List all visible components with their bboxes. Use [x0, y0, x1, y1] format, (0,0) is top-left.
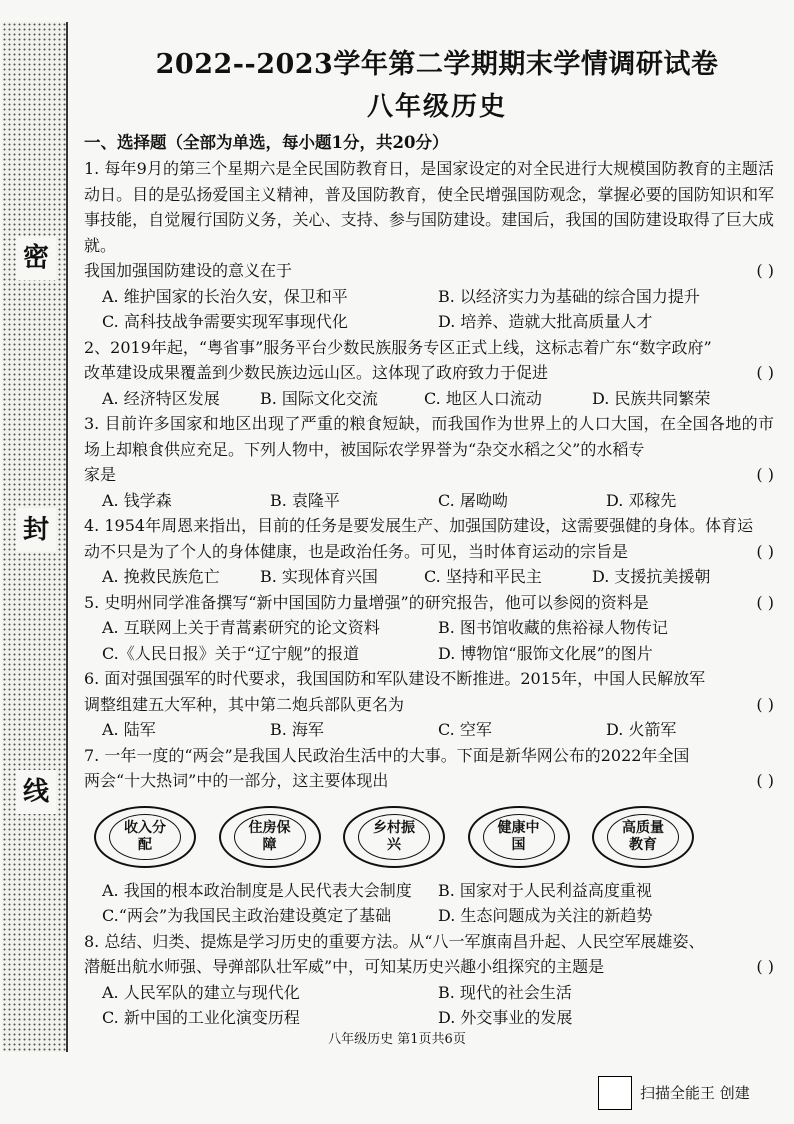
question-7: [84, 743, 774, 929]
option-d[interactable]: D. 外交事业的发展: [438, 1008, 573, 1027]
option-a[interactable]: A. 钱学森: [102, 490, 172, 510]
question-stem-end: 我国加强国防建设的意义在于: [84, 261, 293, 280]
answer-blank[interactable]: ( ): [756, 694, 774, 714]
qr-code-icon: [598, 1076, 632, 1110]
question-stem: 6. 面对强国强军的时代要求，我国国防和军队建设不断推进。2015年，中国人民解放军: [84, 669, 706, 688]
keyword-oval: [592, 806, 694, 868]
hot-words-figure: [94, 806, 694, 868]
answer-blank[interactable]: ( ): [756, 957, 774, 976]
option-c[interactable]: C. 新中国的工业化演变历程: [102, 1008, 300, 1027]
option-d[interactable]: D. 民族共同繁荣: [592, 388, 711, 408]
option-d[interactable]: D. 培养、造就大批高质量人才: [438, 312, 653, 331]
option-c[interactable]: C. 屠呦呦: [438, 490, 508, 510]
option-a[interactable]: A. 人民军队的建立与现代化: [102, 982, 300, 1002]
keyword-text: 乡村振兴: [358, 814, 430, 860]
question-stem: 7. 一年一度的“两会”是我国人民政治生活中的大事。下面是新华网公布的2022年全国: [84, 745, 690, 765]
keyword-text: 高质量教育: [607, 814, 679, 860]
option-b[interactable]: B. 以经济实力为基础的综合国力提升: [438, 286, 700, 306]
question-stem: 3. 目前许多国家和地区出现了严重的粮食短缺，而我国作为世界上的人口大国，在全国各地的市场上却粮食供应充足。下列人物中，被国际农学界誉为“杂交水稻之父”的水稻专: [84, 414, 774, 459]
option-a[interactable]: A. 挽救民族危亡: [102, 567, 220, 586]
answer-blank[interactable]: ( ): [756, 592, 774, 612]
question-stem-end: 动不只是为了个人的身体健康，也是政治任务。可见，当时体育运动的宗旨是: [84, 541, 629, 561]
option-d[interactable]: D. 支援抗美援朝: [592, 567, 711, 586]
option-c[interactable]: C. 地区人口流动: [424, 388, 542, 408]
option-b[interactable]: B. 现代的社会生活: [438, 982, 572, 1002]
option-b[interactable]: B. 袁隆平: [270, 490, 340, 510]
question-stem: 1. 每年9月的第三个星期六是全民国防教育日，是国家设定的对全民进行大规模国防教育的主题活动日。目的是弘扬爱国主义精神，普及国防教育，使全民增强国防观念，掌握必要的国防知识和军事技能，自觉履行国防义务，关心、支持、参与国防建设。建国后，我国的国防建设取得了巨大成就。: [84, 159, 774, 255]
question-stem-end: 调整组建五大军种，其中第二炮兵部队更名为: [84, 694, 405, 714]
seal-char-feng: 封: [16, 508, 56, 552]
keyword-oval: [94, 806, 196, 868]
option-c[interactable]: C. 空军: [438, 720, 492, 739]
answer-blank[interactable]: ( ): [756, 261, 774, 280]
seal-char-mi: 密: [16, 236, 56, 280]
question-stem-end: 潜艇出航水师强、导弹部队壮军威”中，可知某历史兴趣小组探究的主题是: [84, 957, 605, 976]
option-a[interactable]: A. 经济特区发展: [102, 388, 220, 408]
option-b[interactable]: B. 国际文化交流: [260, 388, 378, 408]
option-d[interactable]: D. 火箭军: [606, 720, 677, 739]
keyword-text: 收入分配: [109, 814, 181, 860]
option-c[interactable]: C. 高科技战争需要实现军事现代化: [102, 312, 348, 331]
option-a[interactable]: A. 陆军: [102, 720, 156, 739]
option-c[interactable]: C.《人民日报》关于“辽宁舰”的报道: [102, 643, 360, 663]
question-stem: 2、2019年起，“粤省事”服务平台少数民族服务专区正式上线，这标志着广东“数字政府”: [84, 337, 712, 357]
option-a[interactable]: A. 我国的根本政治制度是人民代表大会制度: [102, 880, 412, 900]
option-d[interactable]: D. 博物馆“服饰文化展”的图片: [438, 643, 653, 663]
exam-title: 2022--2023学年第二学期期末学情调研试卷: [155, 49, 719, 80]
keyword-text: 住房保障: [234, 814, 306, 860]
answer-blank[interactable]: ( ): [756, 363, 774, 382]
option-b[interactable]: B. 海军: [270, 720, 324, 739]
section-heading: 一、选择题（全部为单选，每小题1分，共20分）: [84, 133, 449, 152]
question-8: [84, 929, 774, 1031]
option-a[interactable]: A. 维护国家的长治久安，保卫和平: [102, 286, 348, 306]
keyword-text: 健康中国: [483, 814, 555, 860]
question-list: [84, 130, 774, 1031]
page-footer: 八年级历史 第1页共6页: [328, 1032, 466, 1047]
option-a[interactable]: A. 互联网上关于青蒿素研究的论文资料: [102, 618, 380, 637]
option-d[interactable]: D. 邓稼先: [606, 490, 677, 510]
question-stem: 8. 总结、归类、提炼是学习历史的重要方法。从“八一军旗南昌升起、人民空军展雄姿、: [84, 931, 705, 951]
question-5: [84, 590, 774, 667]
answer-blank[interactable]: ( ): [756, 771, 774, 790]
option-d[interactable]: D. 生态问题成为关注的新趋势: [438, 906, 653, 925]
scanner-watermark: 扫描全能王 创建: [640, 1084, 750, 1102]
seal-char-xian: 线: [16, 770, 56, 814]
option-b[interactable]: B. 图书馆收藏的焦裕禄人物传记: [438, 618, 668, 637]
question-stem: 4. 1954年周恩来指出，目前的任务是要发展生产、加强国防建设，这需要强健的身体。体育运: [84, 516, 754, 535]
question-stem-end: 家是: [84, 465, 117, 484]
keyword-oval: [343, 806, 445, 868]
option-b[interactable]: B. 国家对于人民利益高度重视: [438, 880, 652, 900]
option-b[interactable]: B. 实现体育兴国: [260, 567, 378, 586]
question-4: [84, 513, 774, 590]
question-2: [84, 335, 774, 412]
option-c[interactable]: C.“两会”为我国民主政治建设奠定了基础: [102, 906, 392, 925]
binding-margin: [2, 22, 68, 1052]
question-6: [84, 666, 774, 743]
answer-blank[interactable]: ( ): [756, 465, 774, 484]
question-3: [84, 411, 774, 513]
question-1: [84, 156, 774, 335]
keyword-oval: [468, 806, 570, 868]
question-stem-end: 5. 史明州同学准备撰写“新中国国防力量增强”的研究报告，他可以参阅的资料是: [84, 592, 649, 612]
answer-blank[interactable]: ( ): [756, 541, 774, 561]
exam-subtitle: 八年级历史: [366, 92, 507, 122]
keyword-oval: [219, 806, 321, 868]
question-stem-end: 两会“十大热词”中的一部分，这主要体现出: [84, 771, 389, 790]
question-stem-end: 改革建设成果覆盖到少数民族边远山区。这体现了政府致力于促进: [84, 363, 549, 382]
option-c[interactable]: C. 坚持和平民主: [424, 567, 542, 586]
